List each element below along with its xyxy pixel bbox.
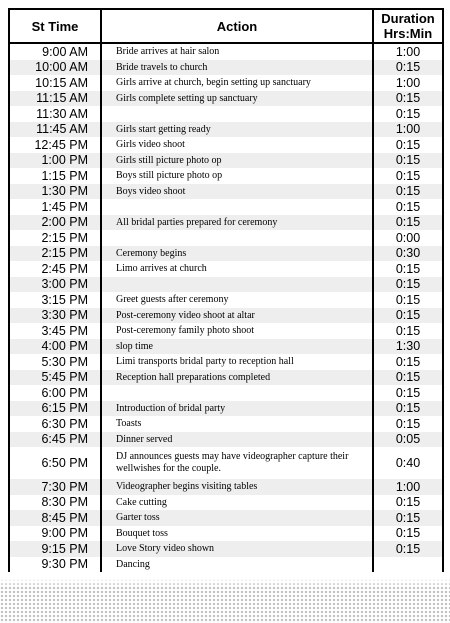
action xyxy=(101,385,373,401)
action: Bride travels to church xyxy=(101,60,373,76)
start-time: 11:45 AM xyxy=(9,122,101,138)
duration: 0:15 xyxy=(373,385,443,401)
action: Dancing xyxy=(116,558,150,570)
start-time: 9:00 PM xyxy=(9,526,101,542)
table-row xyxy=(9,261,443,277)
duration: 0:15 xyxy=(373,215,443,231)
start-time: 4:00 PM xyxy=(9,339,101,355)
header-duration-line2: Hrs:Min xyxy=(383,26,433,41)
start-time: 1:00 PM xyxy=(9,153,101,169)
duration: 0:05 xyxy=(373,432,443,448)
start-time: 9:15 PM xyxy=(9,541,101,557)
table-row xyxy=(9,541,443,557)
table-row xyxy=(9,184,443,200)
start-time: 8:30 PM xyxy=(9,495,101,511)
duration: 0:15 xyxy=(373,401,443,417)
table-row xyxy=(9,106,443,122)
duration: 0:15 xyxy=(373,153,443,169)
start-time: 3:30 PM xyxy=(9,308,101,324)
start-time: 2:00 PM xyxy=(9,215,101,231)
schedule-sheet xyxy=(8,8,442,572)
schedule-table xyxy=(8,8,444,572)
start-time: 6:15 PM xyxy=(9,401,101,417)
page-fade-overlay xyxy=(0,578,450,623)
table-row xyxy=(9,199,443,215)
table-row xyxy=(9,168,443,184)
action: Introduction of bridal party xyxy=(101,401,373,417)
duration: 0:15 xyxy=(373,60,443,76)
action: DJ announces guests may have videographer capture their wellwishes for the couple. xyxy=(116,451,349,474)
start-time: 6:50 PM xyxy=(9,447,101,479)
action: Girls video shoot xyxy=(116,139,185,151)
table-row xyxy=(9,385,443,401)
start-time: 3:00 PM xyxy=(9,277,101,293)
action: Limi transports bridal party to reception hall xyxy=(116,356,294,368)
duration: 0:15 xyxy=(373,277,443,293)
action: Bride arrives at hair salon xyxy=(116,46,220,58)
start-time: 1:15 PM xyxy=(9,168,101,184)
action: Ceremony begins xyxy=(101,246,373,262)
action: Girls start getting ready xyxy=(101,122,373,138)
duration: 0:15 xyxy=(373,308,443,324)
start-time: 1:30 PM xyxy=(9,184,101,200)
start-time: 1:45 PM xyxy=(9,199,101,215)
header-start-time: St Time xyxy=(9,9,101,43)
duration: 0:15 xyxy=(373,106,443,122)
duration: 0:15 xyxy=(373,526,443,542)
duration: 0:15 xyxy=(373,91,443,107)
duration: 0:15 xyxy=(373,184,443,200)
duration: 0:15 xyxy=(373,370,443,386)
action: Limo arrives at church xyxy=(116,263,207,275)
start-time: 10:15 AM xyxy=(9,75,101,91)
action: Bouquet toss xyxy=(116,527,168,539)
duration: 0:15 xyxy=(373,354,443,370)
start-time: 7:30 PM xyxy=(9,479,101,495)
duration: 0:00 xyxy=(373,230,443,246)
table-row xyxy=(9,246,443,262)
action: All bridal parties prepared for ceremony xyxy=(101,215,373,231)
table-row xyxy=(9,60,443,76)
action: Girls arrive at church, begin setting up sanctuary xyxy=(116,77,311,89)
start-time: 5:30 PM xyxy=(9,354,101,370)
action: Dinner served xyxy=(101,432,373,448)
table-row xyxy=(9,339,443,355)
action: Cake cutting xyxy=(116,496,167,508)
duration: 0:15 xyxy=(373,292,443,308)
table-row xyxy=(9,526,443,542)
start-time: 12:45 PM xyxy=(9,137,101,153)
table-row xyxy=(9,447,443,479)
table-row xyxy=(9,230,443,246)
table-row xyxy=(9,153,443,169)
table-row xyxy=(9,416,443,432)
action: Greet guests after ceremony xyxy=(116,294,229,306)
table-row xyxy=(9,557,443,573)
header-duration xyxy=(373,9,443,43)
action xyxy=(101,199,373,215)
action: Girls complete setting up sanctuary xyxy=(101,91,373,107)
table-row xyxy=(9,479,443,495)
table-row xyxy=(9,122,443,138)
duration: 1:00 xyxy=(373,75,443,91)
table-row xyxy=(9,323,443,339)
action: Garter toss xyxy=(101,510,373,526)
table-row xyxy=(9,510,443,526)
start-time: 9:00 AM xyxy=(9,43,101,60)
start-time: 6:30 PM xyxy=(9,416,101,432)
duration: 0:15 xyxy=(373,541,443,557)
action: Love Story video shown xyxy=(101,541,373,557)
table-row xyxy=(9,495,443,511)
table-row xyxy=(9,137,443,153)
fade-edge xyxy=(0,578,450,588)
duration: 1:00 xyxy=(373,479,443,495)
table-row xyxy=(9,75,443,91)
duration: 0:15 xyxy=(373,495,443,511)
start-time: 2:15 PM xyxy=(9,246,101,262)
table-row xyxy=(9,215,443,231)
action: Girls still picture photo op xyxy=(101,153,373,169)
start-time: 6:00 PM xyxy=(9,385,101,401)
action xyxy=(101,106,373,122)
start-time: 9:30 PM xyxy=(9,557,101,573)
action xyxy=(101,230,373,246)
duration: 0:15 xyxy=(373,137,443,153)
action: Post-ceremony family photo shoot xyxy=(116,325,255,337)
action xyxy=(101,277,373,293)
action: Toasts xyxy=(116,418,142,430)
action: Post-ceremony video shoot at altar xyxy=(101,308,373,324)
action: Boys still picture photo op xyxy=(116,170,223,182)
table-row xyxy=(9,277,443,293)
duration: 0:15 xyxy=(373,168,443,184)
duration: 0:15 xyxy=(373,510,443,526)
action: Reception hall preparations completed xyxy=(101,370,373,386)
duration: 0:15 xyxy=(373,416,443,432)
schedule-body xyxy=(9,43,443,572)
duration: 0:15 xyxy=(373,323,443,339)
start-time: 11:15 AM xyxy=(9,91,101,107)
start-time: 2:15 PM xyxy=(9,230,101,246)
start-time: 3:15 PM xyxy=(9,292,101,308)
duration: 1:00 xyxy=(373,43,443,60)
duration: 0:15 xyxy=(373,261,443,277)
table-row xyxy=(9,308,443,324)
table-row xyxy=(9,432,443,448)
table-row xyxy=(9,91,443,107)
header-row xyxy=(9,9,443,43)
duration: 0:30 xyxy=(373,246,443,262)
action: slop time xyxy=(101,339,373,355)
table-row xyxy=(9,354,443,370)
start-time: 6:45 PM xyxy=(9,432,101,448)
start-time: 11:30 AM xyxy=(9,106,101,122)
duration: 0:40 xyxy=(373,447,443,479)
start-time: 10:00 AM xyxy=(9,60,101,76)
table-row xyxy=(9,401,443,417)
start-time: 8:45 PM xyxy=(9,510,101,526)
start-time: 2:45 PM xyxy=(9,261,101,277)
duration: 1:00 xyxy=(373,122,443,138)
start-time: 3:45 PM xyxy=(9,323,101,339)
duration: 1:30 xyxy=(373,339,443,355)
header-duration-line1: Duration xyxy=(381,11,435,26)
table-row xyxy=(9,292,443,308)
table-row xyxy=(9,370,443,386)
header-action: Action xyxy=(101,9,373,43)
duration: 0:15 xyxy=(373,199,443,215)
table-row xyxy=(9,43,443,60)
action: Videographer begins visiting tables xyxy=(101,479,373,495)
start-time: 5:45 PM xyxy=(9,370,101,386)
action: Boys video shoot xyxy=(101,184,373,200)
duration xyxy=(373,557,443,573)
